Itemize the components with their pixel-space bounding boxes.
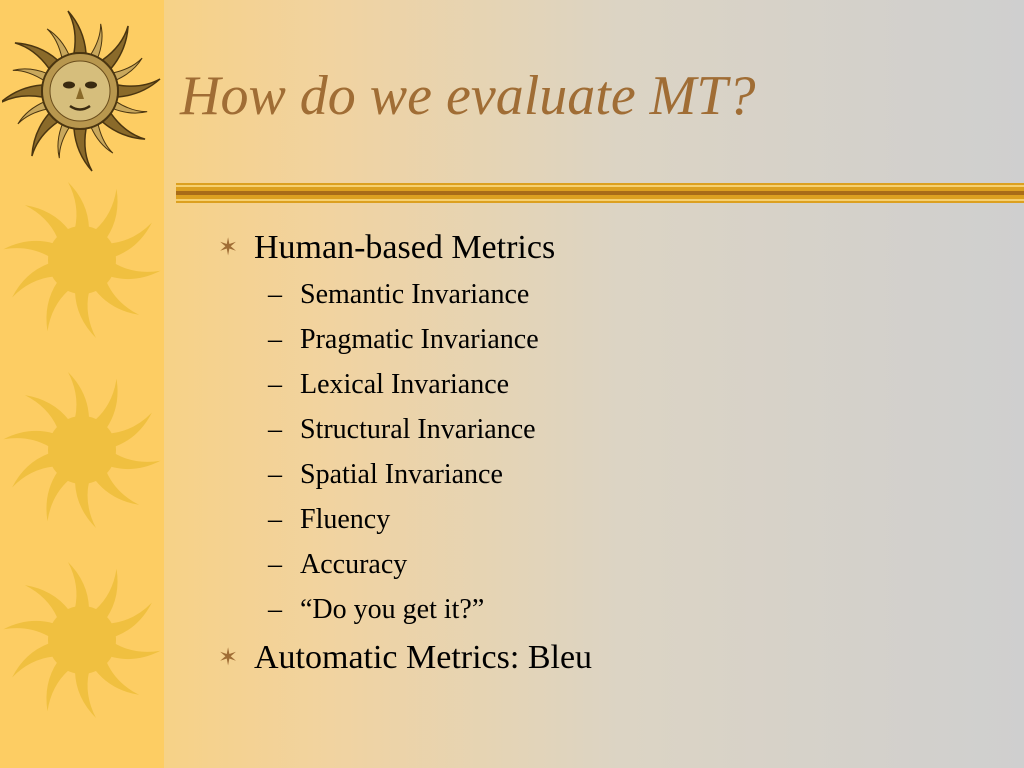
list-item: – Structural Invariance xyxy=(268,414,536,445)
list-item: – Fluency xyxy=(268,504,391,535)
list-item: – Lexical Invariance xyxy=(268,369,510,400)
list-item: – “Do you get it?” xyxy=(268,594,485,625)
list-item: – Spatial Invariance xyxy=(268,459,503,490)
star-bullet-icon: ✶ xyxy=(218,645,239,671)
bullet-label: Automatic Metrics: Bleu xyxy=(254,639,593,676)
sub-bullet-list xyxy=(218,272,998,632)
bullet-automatic-metrics xyxy=(218,638,998,678)
sun-icon xyxy=(2,180,162,340)
slide-body xyxy=(218,228,998,678)
bullet-human-metrics xyxy=(218,228,998,268)
list-item: – Semantic Invariance xyxy=(268,279,530,310)
star-bullet-icon: ✶ xyxy=(218,235,239,261)
slide-title: How do we evaluate MT? xyxy=(180,65,756,127)
list-item: – Pragmatic Invariance xyxy=(268,324,539,355)
title-divider xyxy=(176,181,1024,205)
sun-icon xyxy=(2,560,162,720)
decorative-sidebar xyxy=(0,0,164,768)
bullet-label: Human-based Metrics xyxy=(254,229,556,266)
sun-face-icon xyxy=(2,5,162,173)
sun-icon xyxy=(2,370,162,530)
list-item: – Accuracy xyxy=(268,549,408,580)
